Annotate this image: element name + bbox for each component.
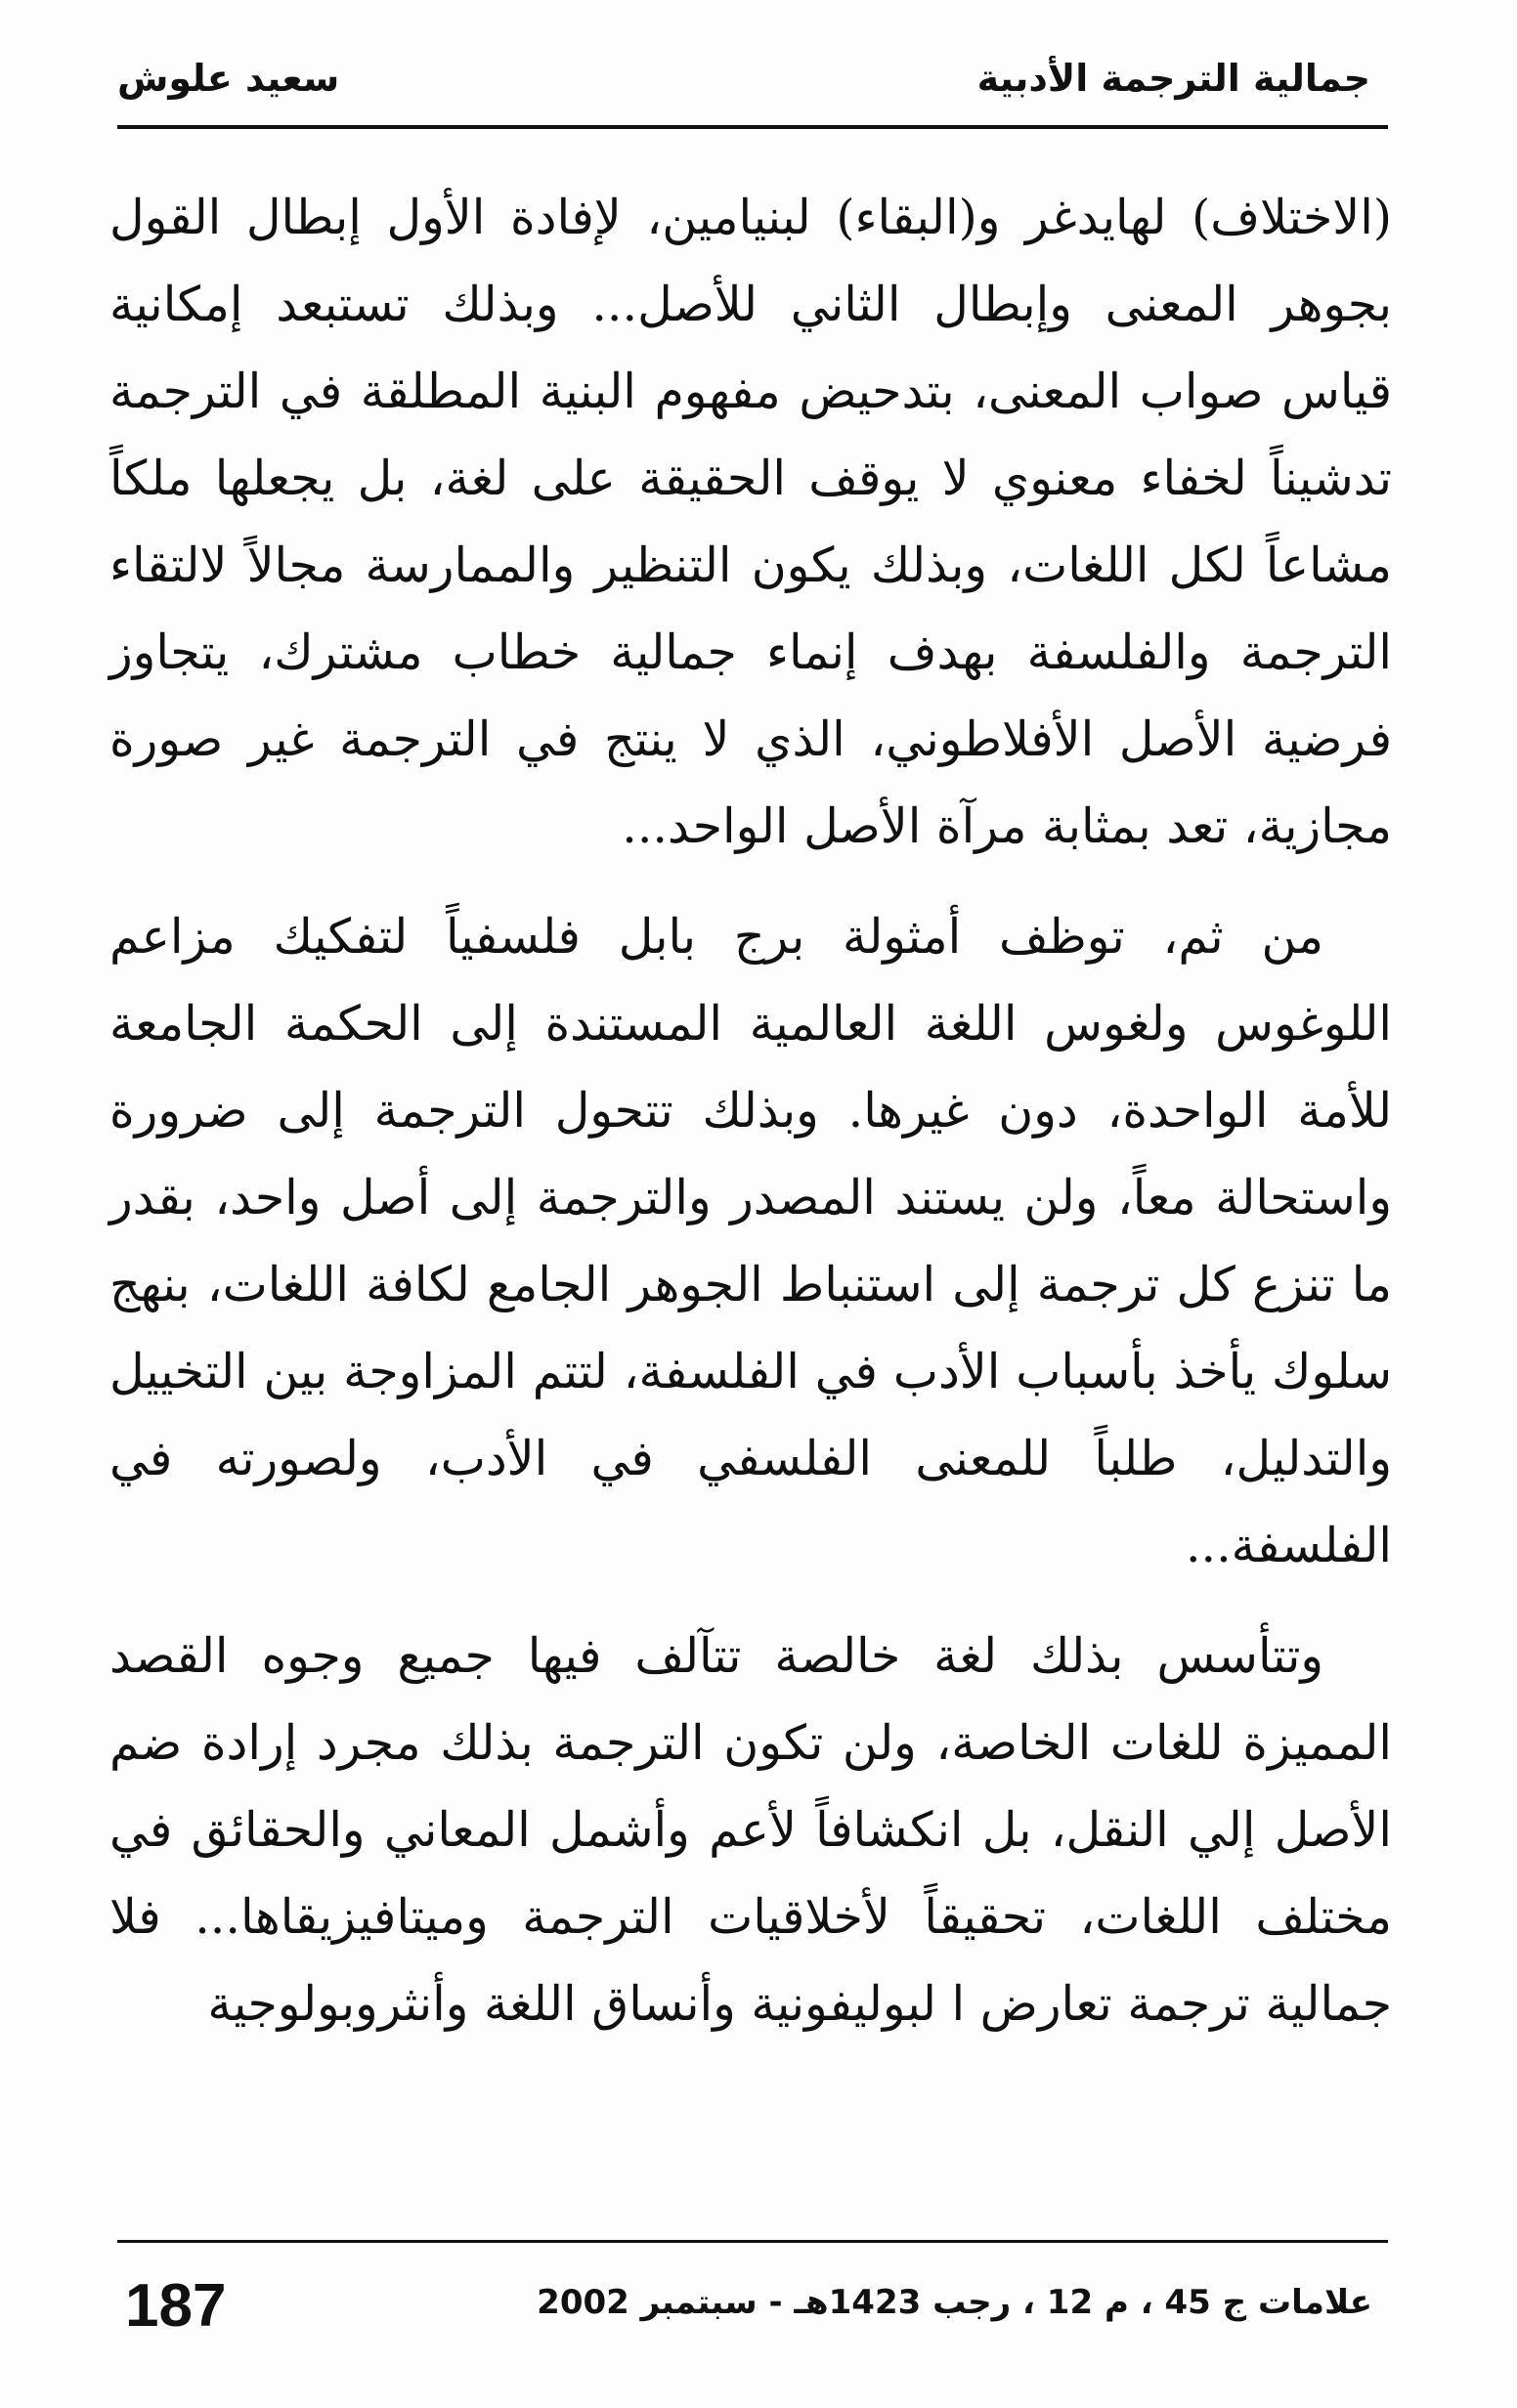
paragraph-1: (الاختلاف) لهايدغر و(البقاء) لبنيامين، لإفادة الأول إبطال القول بجوهر المعنى وإبطال الثاني للأصل... وبذلك تستبعد إمكانية قياس صواب المعنى، بتدحيض مفهوم البنية المطلقة في الترجمة تدشيناً لخفاء معنوي لا يوقف الحقيقة على لغة، بل يجعلها ملكاً مشاعاً لكل اللغات، وبذلك يكون التنظير والممارسة مجالاً لالتقاء الترجمة والفلسفة بهدف إنماء جمالية خطاب مشترك، يتجاوز فرضية الأصل الأفلاطوني، الذي لا ينتج في الترجمة غير صورة مجازية، تعد بمثابة مرآة الأصل الواحد... xyxy=(109,190,1392,854)
running-header xyxy=(117,39,1388,117)
paragraph-3: وتتأسس بذلك لغة خالصة تتآلف فيها جميع وجوه القصد المميزة للغات الخاصة، ولن تكون الترجمة بذلك مجرد إرادة ضم الأصل إلي النقل، بل انكشافاً لأعم وأشمل المعاني والحقائق في مختلف اللغات، تحقيقاً لأخلاقيات الترجمة وميتافيزيقاها... فلا جمالية ترجمة تعارض ا لبوليفونية وأنساق اللغة وأنثروبولوجية xyxy=(109,1628,1392,2032)
main-text xyxy=(109,174,1392,2047)
running-title: جمالية الترجمة الأدبية xyxy=(976,57,1370,100)
journal-citation: علامات ج 45 ، م 12 ، رجب 1423هـ - سبتمبر 2002 xyxy=(537,2283,1372,2322)
header-divider xyxy=(117,125,1388,129)
footer-divider xyxy=(117,2240,1388,2243)
page-number: 187 xyxy=(125,2272,227,2340)
running-author: سعيد علوش xyxy=(117,57,340,100)
paragraph-2: من ثم، توظف أمثولة برج بابل فلسفياً لتفكيك مزاعم اللوغوس ولغوس اللغة العالمية المستندة إلى الحكمة الجامعة للأمة الواحدة، دون غيرها. وبذلك تتحول الترجمة إلى ضرورة واستحالة معاً، ولن يستند المصدر والترجمة إلى أصل واحد، بقدر ما تنزع كل ترجمة إلى استنباط الجوهر الجامع لكافة اللغات، بنهج سلوك يأخذ بأسباب الأدب في الفلسفة، لتتم المزاوجة بين التخييل والتدليل، طلباً للمعنى الفلسفي في الأدب، ولصورته في الفلسفة... xyxy=(109,909,1392,1573)
page-footer xyxy=(117,2258,1388,2365)
